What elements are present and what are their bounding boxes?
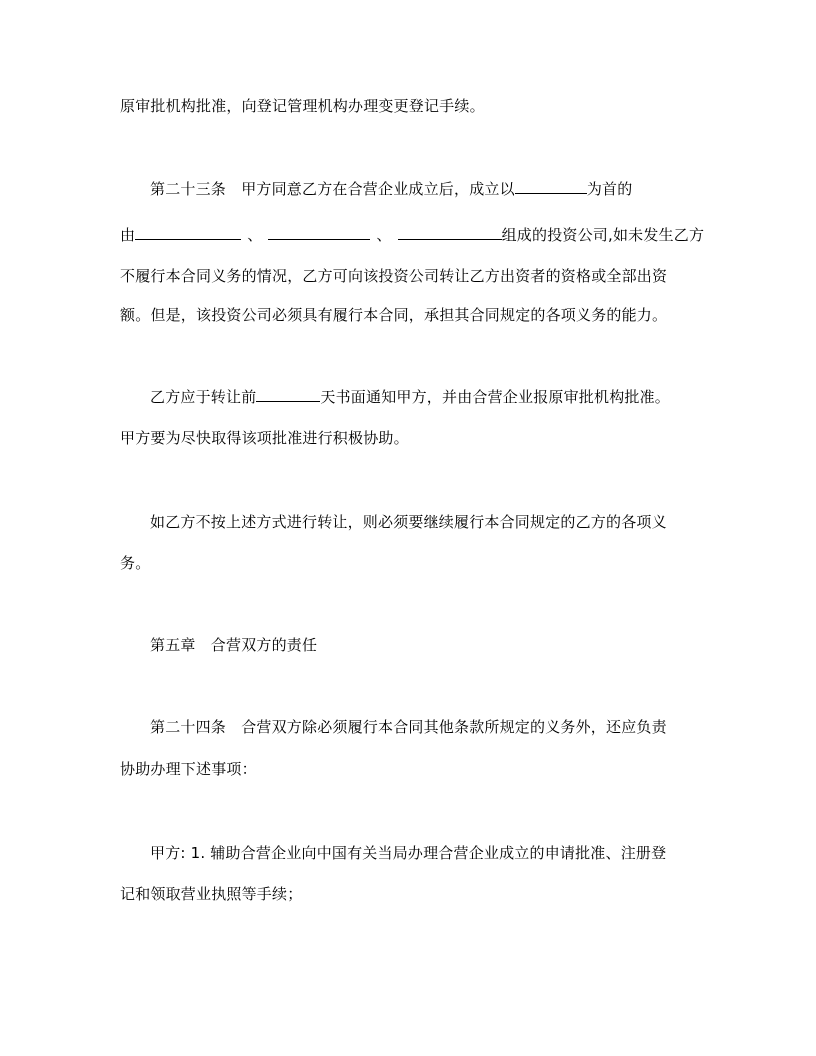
text-line	[120, 225, 704, 245]
article-24-text: 第二十四条 合营双方除必须履行本合同其他条款所规定的义务外，还应负责	[150, 718, 667, 736]
text-line	[120, 759, 257, 779]
text-line	[150, 179, 632, 199]
paragraph-text: 原审批机构批准，向登记管理机构办理变更登记手续。	[120, 97, 485, 115]
paragraph-text: 乙方应于转让前	[150, 388, 257, 406]
fill-in-blank[interactable]	[398, 225, 502, 240]
text-line	[120, 96, 485, 116]
paragraph-text: 如乙方不按上述方式进行转让，则必须要继续履行本合同规定的乙方的各项义	[150, 513, 667, 531]
fill-in-blank[interactable]	[268, 225, 370, 240]
separator-text: 、	[376, 226, 392, 244]
text-line	[150, 387, 670, 407]
paragraph-text: 甲方: 1. 辅助合营企业向中国有关当局办理合营企业成立的申请批准、注册登	[150, 844, 667, 862]
text-line	[150, 843, 666, 863]
chapter-heading	[150, 635, 317, 655]
paragraph-text: 组成的投资公司,如未发生乙方	[501, 226, 705, 244]
separator-text: 、	[247, 226, 263, 244]
paragraph-text: 不履行本合同义务的情况，乙方可向该投资公司转让乙方出资者的资格或全部出资	[120, 267, 668, 285]
chapter-title: 第五章 合营双方的责任	[150, 636, 318, 654]
text-line	[120, 553, 150, 573]
fill-in-blank[interactable]	[135, 225, 241, 240]
fill-in-blank[interactable]	[256, 387, 320, 402]
article-23-text: 第二十三条 甲方同意乙方在合营企业成立后，成立以	[150, 180, 515, 198]
text-line	[120, 884, 302, 904]
text-line	[120, 305, 667, 325]
text-line	[120, 266, 667, 286]
text-line	[150, 717, 667, 737]
text-line	[120, 428, 409, 448]
paragraph-text: 由	[120, 226, 136, 244]
paragraph-text: 协助办理下述事项：	[120, 760, 257, 778]
paragraph-text: 记和领取营业执照等手续；	[120, 885, 303, 903]
paragraph-text: 天书面通知甲方，并由合营企业报原审批机构批准。	[320, 388, 671, 406]
paragraph-text: 甲方要为尽快取得该项批准进行积极协助。	[120, 429, 409, 447]
fill-in-blank[interactable]	[515, 179, 587, 194]
text-line	[150, 512, 667, 532]
paragraph-text: 为首的	[586, 180, 633, 198]
paragraph-text: 额。但是，该投资公司必须具有履行本合同，承担其合同规定的各项义务的能力。	[120, 306, 668, 324]
paragraph-text: 务。	[120, 554, 151, 572]
